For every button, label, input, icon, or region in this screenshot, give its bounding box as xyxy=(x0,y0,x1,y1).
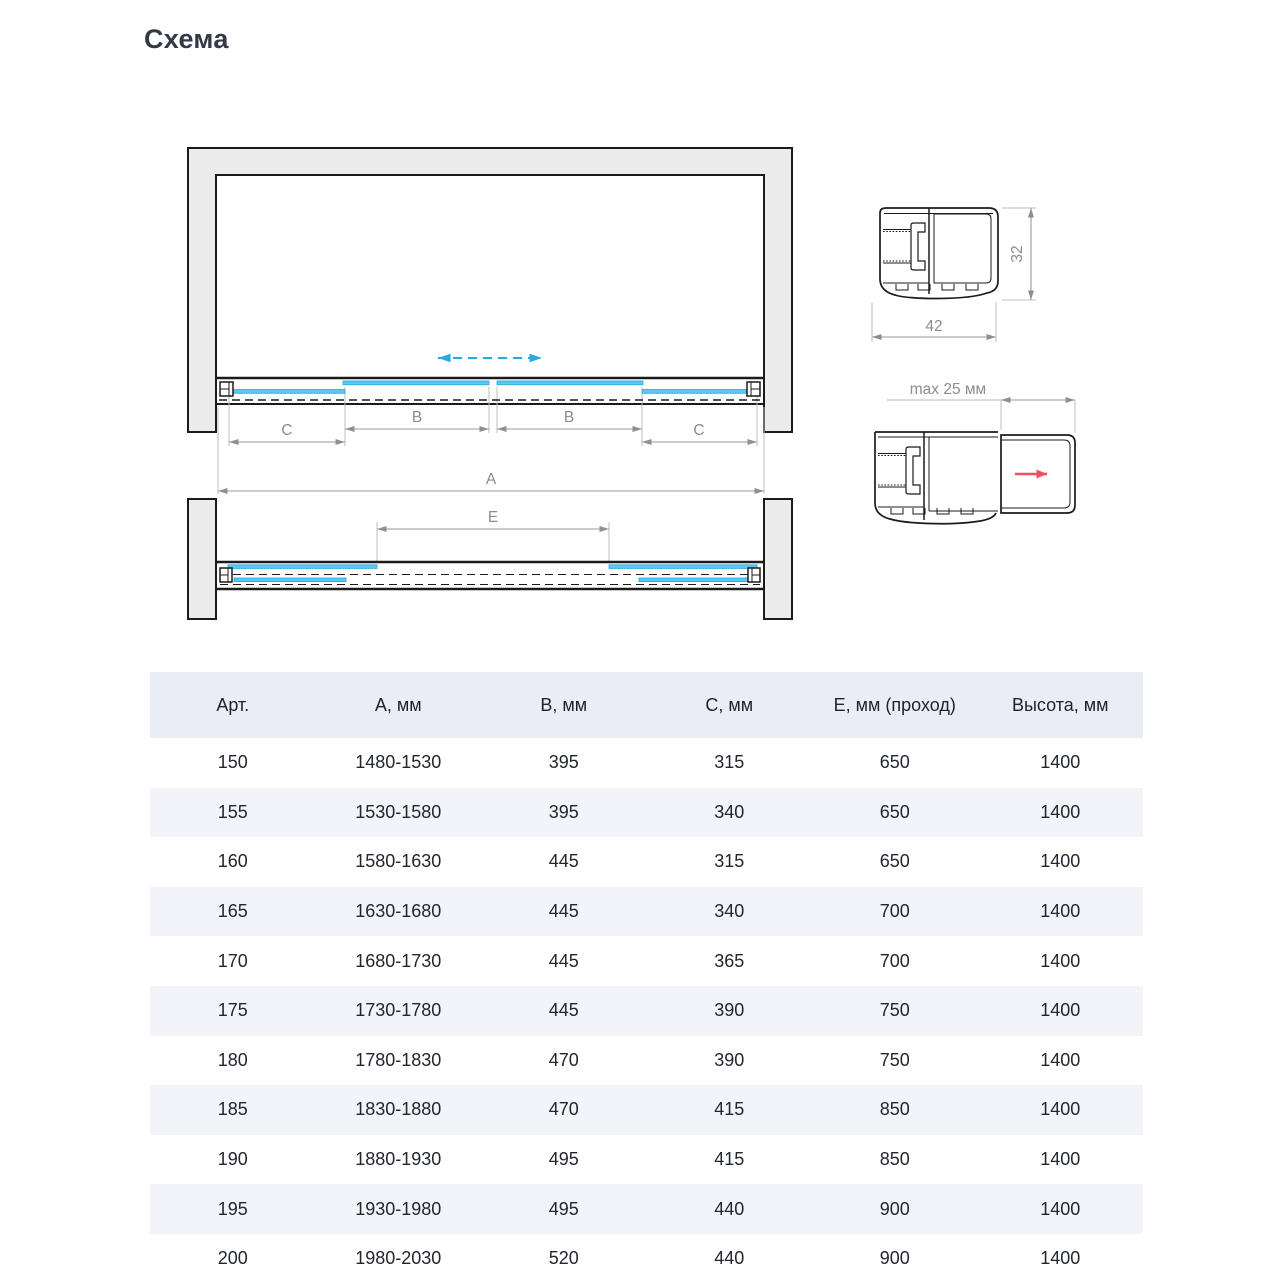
table-cell: 470 xyxy=(548,1099,579,1120)
extension-lines xyxy=(377,522,609,561)
table-cell: 445 xyxy=(548,851,579,872)
dimension-c-right xyxy=(642,422,757,442)
panel-right-outer xyxy=(609,565,757,569)
table-cell: 1980-2030 xyxy=(355,1248,442,1269)
profile-outline xyxy=(880,208,998,299)
table-cell: 395 xyxy=(548,752,579,773)
dimension-c-left xyxy=(229,422,345,442)
dimension-c-left-label: C xyxy=(281,422,293,439)
table-cell: 470 xyxy=(548,1049,579,1070)
table-cell: 190 xyxy=(217,1149,248,1170)
table-row xyxy=(150,738,1143,788)
wall-bracket-left xyxy=(220,382,233,396)
plan-view-diagram xyxy=(186,142,796,494)
table-cell: 1400 xyxy=(1040,901,1081,922)
table-cell: 445 xyxy=(548,1000,579,1021)
table-cell: 1400 xyxy=(1040,950,1081,971)
table-cell: 175 xyxy=(217,1000,248,1021)
table-cell: 850 xyxy=(879,1099,910,1120)
table-cell: 650 xyxy=(879,801,910,822)
table-cell: 750 xyxy=(879,1049,910,1070)
table-cell: 445 xyxy=(548,901,579,922)
table-cell: 1730-1780 xyxy=(355,1000,442,1021)
extension-profile xyxy=(1001,435,1075,513)
table-row xyxy=(150,1036,1143,1086)
table-cell: 315 xyxy=(714,851,745,872)
dimension-b-right-label: B xyxy=(563,409,575,426)
table-cell: 1400 xyxy=(1040,1198,1081,1219)
table-cell: 440 xyxy=(714,1248,745,1269)
dimension-max25-label: max 25 мм xyxy=(909,381,987,398)
dimension-32-label: 32 xyxy=(1009,245,1026,263)
table-cell: 700 xyxy=(879,950,910,971)
table-cell: 390 xyxy=(714,1000,745,1021)
panel-left-inner xyxy=(234,578,346,582)
table-cell: 195 xyxy=(217,1198,248,1219)
table-header-cell: Е, мм (проход) xyxy=(812,672,978,738)
profile-adjust-diagram xyxy=(845,375,1095,535)
table-cell: 165 xyxy=(217,901,248,922)
table-cell: 495 xyxy=(548,1149,579,1170)
table-cell: 1400 xyxy=(1040,1149,1081,1170)
fixed-panel-left xyxy=(229,390,345,394)
profile-section-diagram xyxy=(850,190,1060,350)
dimension-a xyxy=(218,471,764,491)
table-header-cell: С, мм xyxy=(647,672,813,738)
table-header-cell: Высота, мм xyxy=(978,672,1144,738)
table-cell: 415 xyxy=(714,1099,745,1120)
table-cell: 1780-1830 xyxy=(355,1049,442,1070)
table-cell: 440 xyxy=(714,1198,745,1219)
table-cell: 1400 xyxy=(1040,1099,1081,1120)
table-cell: 1400 xyxy=(1040,801,1081,822)
sliding-panel-right xyxy=(497,381,643,385)
wall-bracket-left xyxy=(220,568,232,582)
table-row xyxy=(150,1085,1143,1135)
table-row xyxy=(150,788,1143,838)
table-header-cell: А, мм xyxy=(316,672,482,738)
table-cell: 1400 xyxy=(1040,752,1081,773)
table-header-cell: В, мм xyxy=(481,672,647,738)
niche-interior xyxy=(216,175,764,404)
page-title: Схема xyxy=(144,24,229,54)
dimension-c-right-label: C xyxy=(693,422,705,439)
table-cell: 650 xyxy=(879,752,910,773)
table-row xyxy=(150,986,1143,1036)
table-cell: 1630-1680 xyxy=(355,901,442,922)
table-cell: 900 xyxy=(879,1248,910,1269)
open-position-diagram xyxy=(186,492,796,627)
table-cell: 395 xyxy=(548,801,579,822)
table-cell: 390 xyxy=(714,1049,745,1070)
dimension-a-label: A xyxy=(485,471,497,488)
table-row xyxy=(150,1184,1143,1234)
table-body xyxy=(150,738,1143,1279)
table-cell: 700 xyxy=(879,901,910,922)
dimension-b-right xyxy=(497,409,642,429)
dimension-32 xyxy=(1002,208,1036,300)
table-cell: 1930-1980 xyxy=(355,1198,442,1219)
fixed-panel-right xyxy=(642,390,757,394)
table-cell: 445 xyxy=(548,950,579,971)
table-cell: 1880-1930 xyxy=(355,1149,442,1170)
table-cell: 170 xyxy=(217,950,248,971)
table-cell: 415 xyxy=(714,1149,745,1170)
table-row xyxy=(150,887,1143,937)
table-cell: 520 xyxy=(548,1248,579,1269)
table-cell: 850 xyxy=(879,1149,910,1170)
table-cell: 315 xyxy=(714,752,745,773)
table-row xyxy=(150,1135,1143,1185)
table-cell: 365 xyxy=(714,950,745,971)
sliding-panel-left xyxy=(343,381,489,385)
wall-bracket-right xyxy=(748,568,760,582)
table-cell: 1400 xyxy=(1040,851,1081,872)
wall-stub-left xyxy=(188,499,216,619)
table-cell: 900 xyxy=(879,1198,910,1219)
table-cell: 1530-1580 xyxy=(355,801,442,822)
panel-left-outer xyxy=(228,565,377,569)
dimension-42 xyxy=(872,302,996,342)
dimensions-table xyxy=(150,672,1143,1279)
dimension-e xyxy=(377,509,609,529)
table-cell: 155 xyxy=(217,801,248,822)
dimension-max25 xyxy=(887,381,1075,433)
table-cell: 1400 xyxy=(1040,1248,1081,1269)
wall-stub-right xyxy=(764,499,792,619)
dimension-b-left xyxy=(345,409,489,429)
table-cell: 150 xyxy=(217,752,248,773)
table-cell: 185 xyxy=(217,1099,248,1120)
panel-right-inner xyxy=(639,578,749,582)
table-cell: 1830-1880 xyxy=(355,1099,442,1120)
table-row xyxy=(150,1234,1143,1279)
dimension-42-label: 42 xyxy=(925,318,943,335)
table-cell: 750 xyxy=(879,1000,910,1021)
table-cell: 1680-1730 xyxy=(355,950,442,971)
table-cell: 340 xyxy=(714,801,745,822)
wall-bracket-right xyxy=(747,382,760,396)
dimension-e-label: E xyxy=(487,509,499,526)
table-header-cell: Арт. xyxy=(150,672,316,738)
table-cell: 650 xyxy=(879,851,910,872)
table-cell: 1580-1630 xyxy=(355,851,442,872)
dimension-b-left-label: B xyxy=(411,409,423,426)
table-cell: 1400 xyxy=(1040,1049,1081,1070)
table-cell: 340 xyxy=(714,901,745,922)
table-cell: 1400 xyxy=(1040,1000,1081,1021)
table-cell: 200 xyxy=(217,1248,248,1269)
table-cell: 180 xyxy=(217,1049,248,1070)
table-cell: 1480-1530 xyxy=(355,752,442,773)
table-row xyxy=(150,936,1143,986)
table-cell: 495 xyxy=(548,1198,579,1219)
glass-panels-open xyxy=(228,565,757,582)
table-row xyxy=(150,837,1143,887)
table-cell: 160 xyxy=(217,851,248,872)
table-header-row xyxy=(150,672,1143,738)
